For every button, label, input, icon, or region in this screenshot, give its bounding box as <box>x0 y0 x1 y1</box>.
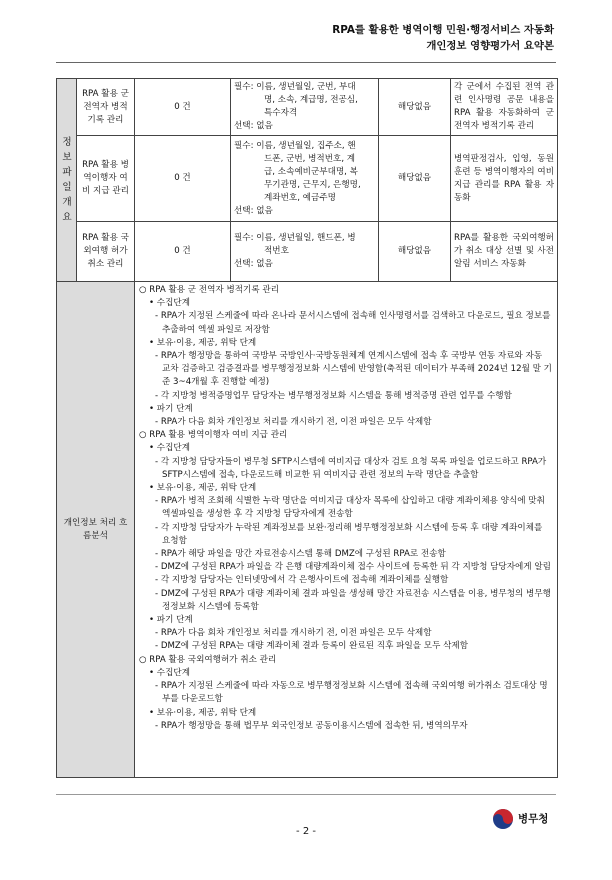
table-row <box>57 79 558 136</box>
flow-stage: • 파기 단계 <box>149 403 193 414</box>
flow-detail: - RPA가 다음 회차 개인정보 처리를 개시하기 전, 이전 파일은 모두 삭제함 <box>155 417 432 428</box>
file-fields: 필수: 이름, 생년월일, 군번, 부대 명, 소속, 계급명, 전공심, 특수자격 선택: 없음 <box>231 79 379 136</box>
file-description: 각 군에서 수집된 전역 관련 인사명령 공문 내용을 RPA 활용 자동화하여 군 전역자 병적기록 관리 <box>451 79 558 136</box>
category-cell <box>57 79 77 282</box>
table-row <box>57 222 558 282</box>
file-count: 0 건 <box>135 79 231 136</box>
flow-stage: • 보유·이용, 제공, 위탁 단계 <box>149 337 257 348</box>
sensitive-info: 해당없음 <box>379 222 451 282</box>
flow-stage: • 보유·이용, 제공, 위탁 단계 <box>149 707 257 718</box>
flow-section-title: ○ RPA 활용 병역이행자 여비 지급 관리 <box>139 430 288 441</box>
page-number: - 2 - <box>296 826 316 837</box>
flow-stage: • 파기 단계 <box>149 615 193 626</box>
header-rule <box>56 62 556 63</box>
header-subtitle: 개인정보 영향평가서 요약본 <box>426 40 554 52</box>
file-fields: 필수: 이름, 생년월일, 집주소, 핸 드폰, 군번, 병적번호, 계 급, 소속예비군부대명, 복 무기관명, 근무지, 은행명, 계좌번호, 예금주명 선택: 없음 <box>231 136 379 222</box>
flow-stage: • 수집단계 <box>149 443 191 454</box>
file-name: RPA 활용 병역이행자 여비 지급 관리 <box>77 136 135 222</box>
footer-rule <box>56 794 556 795</box>
file-name: RPA 활용 국외여행 허가 취소 관리 <box>77 222 135 282</box>
summary-table <box>56 78 558 778</box>
flow-detail: - 각 지방청 담당자가 누락된 계좌정보를 보완·정리해 병무행정정보화 시스템에 등록 후 대량 계좌이체를 요청함 <box>155 522 543 546</box>
file-fields: 필수: 이름, 생년월일, 핸드폰, 병 적번호 선택: 없음 <box>231 222 379 282</box>
flow-detail: - 각 지방청 담당자들이 병무청 SFTP시스템에 여비지급 대상자 검토 요청 목록 파일을 업로드하고 RPA가 SFTP시스템에 접속, 다운로드해 비교한 뒤 여비지급 관련 정보의 누락 명단을 추출함 <box>155 456 547 480</box>
flow-detail: - RPA가 병적 조회해 식별한 누락 명단을 여비지급 대상자 목록에 삽입하고 대량 계좌이체용 양식에 맞춰 엑셀파일을 생성한 후 각 지방청 담당자에게 전송함 <box>155 496 545 520</box>
table-row <box>57 136 558 222</box>
flow-section-title: ○ RPA 활용 군 전역자 병적기록 관리 <box>139 285 279 295</box>
table-row <box>57 282 558 778</box>
flow-detail: - RPA가 지정된 스케줄에 따라 온나라 문서시스템에 접속해 인사명령서를 검색하고 다운로드, 필요 정보를 추출하여 엑셀 파일로 저장함 <box>155 311 551 335</box>
flow-detail: - RPA가 다음 회차 개인정보 처리를 개시하기 전, 이전 파일은 모두 삭제함 <box>155 628 432 639</box>
flow-detail: - DMZ에 구성된 RPA가 파일을 각 은행 대량계좌이체 접수 사이트에 등록한 뒤 각 지방청 담당자에게 알림 <box>155 562 551 573</box>
sensitive-info: 해당없음 <box>379 79 451 136</box>
flow-detail: - DMZ에 구성된 RPA는 대량 계좌이체 결과 등록이 완료된 직후 파일을 모두 삭제함 <box>155 641 469 652</box>
flow-stage: • 수집단계 <box>149 298 191 309</box>
file-description: RPA를 활용한 국외여행허가 취소 대상 선별 및 사전 알림 서비스 자동화 <box>451 222 558 282</box>
category-label: 정보파일개요 <box>62 137 72 223</box>
flow-detail: - 각 지방청 병적증명업무 담당자는 병무행정정보화 시스템을 통해 병적증명 관련 업무를 수행함 <box>155 390 512 401</box>
flow-detail: - 각 지방청 담당자는 인터넷망에서 각 은행사이트에 접속해 계좌이체를 실행함 <box>155 575 449 586</box>
org-name: 병무청 <box>518 813 549 825</box>
document-header <box>332 22 554 54</box>
flow-stage: • 보유·이용, 제공, 위탁 단계 <box>149 483 257 494</box>
sensitive-info: 해당없음 <box>379 136 451 222</box>
file-name: RPA 활용 군 전역자 병적기록 관리 <box>77 79 135 136</box>
flow-detail: - DMZ에 구성된 RPA가 대량 계좌이체 결과 파일을 생성해 망간 자료전송 시스템을 이용, 병무청의 병무행정정보화 시스템에 등록함 <box>155 588 551 612</box>
flow-analysis <box>135 282 558 778</box>
flow-detail: - RPA가 지정된 스케줄에 따라 자동으로 병무행정정보화 시스템에 접속해 국외여행 허가취소 검토대상 명부를 다운로드함 <box>155 681 548 705</box>
flow-stage: • 수집단계 <box>149 667 191 678</box>
file-description: 병역판정검사, 입영, 동원훈련 등 병역이행자의 여비 지급 관리를 RPA 활용 자동화 <box>451 136 558 222</box>
flow-label-cell <box>57 282 135 778</box>
header-title: RPA를 활용한 병역이행 민원·행정서비스 자동화 <box>332 24 554 36</box>
flow-detail: - RPA가 해당 파일을 망간 자료전송시스템 통해 DMZ에 구성된 RPA로 전송함 <box>155 549 446 560</box>
flow-label: 개인정보 처리 흐름분석 <box>63 517 128 541</box>
flow-detail: - RPA가 행정망을 통해 법무부 외국인정보 공동이용시스템에 접속한 뒤, 병역의무자 <box>155 720 468 731</box>
flow-detail: - RPA가 행정망을 통하여 국방부 국방인사·국방동원체계 연계시스템에 접속 후 국방부 연동 자료와 자동 교차 검증하고 검증결과를 병무행정정보화 시스템에 반영함(축적된 데이터가 부족해 2024년 12월 말 기준 3~4개월 후 진행할 예정) <box>155 351 552 388</box>
file-count: 0 건 <box>135 222 231 282</box>
flow-section-title: ○ RPA 활용 국외여행허가 취소 관리 <box>139 654 277 665</box>
file-count: 0 건 <box>135 136 231 222</box>
